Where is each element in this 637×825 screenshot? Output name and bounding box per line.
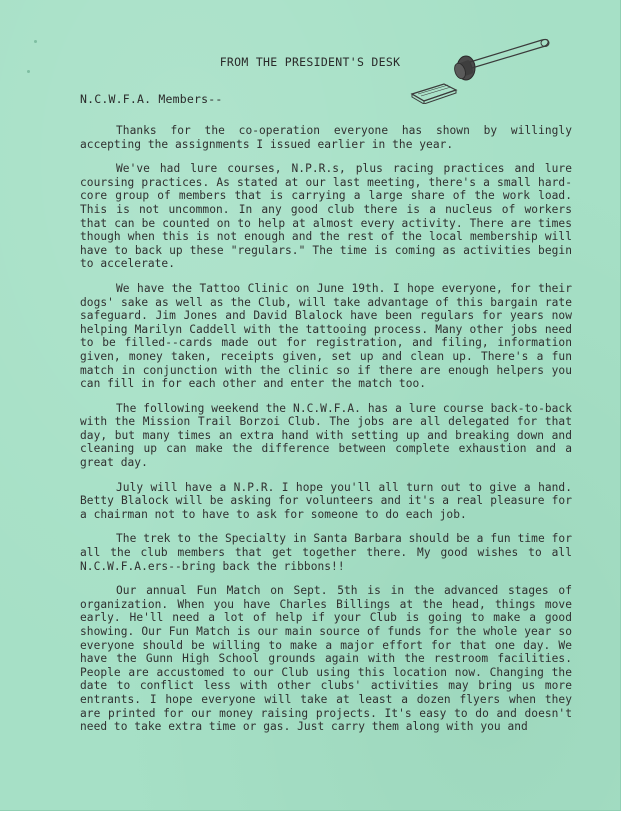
letter-body [80, 124, 572, 734]
paragraph-lure-course-weekend: The following weekend the N.C.W.F.A. has a lure course back-to-back with the Mission Trail Borzoi Club. The jobs are all delegated for that day, but many times an extra hand with setting up and breaking down and cleaning up can make the difference between complete exhaustion and a great day. [80, 401, 572, 470]
salutation: N.C.W.F.A. Members-- [80, 92, 223, 106]
paragraph-lure-courses: We've had lure courses, N.P.R.s, plus racing practices and lure coursing practices. As stated at our last meeting, there's a small hard-core group of members that is carrying a large share of the work load. This is not uncommon. In any good club there is a nucleus of workers that can be counted on to help at almost every activity. There are times though when this is not enough and the rest of the local membership will have to back up these "regulars." The time is coming as activities begin to accelerate. [80, 162, 572, 271]
paragraph-cooperation: Thanks for the co-operation everyone has shown by willingly accepting the assignments I issued earlier in the year. [80, 124, 572, 151]
paragraph-july-npr: July will have a N.P.R. I hope you'll all turn out to give a hand. Betty Blalock will be asking for volunteers and it's a real pleasure for a chairman not to have to ask for someone to do each job. [80, 480, 572, 521]
page-title: FROM THE PRESIDENT'S DESK [219, 55, 401, 69]
paragraph-specialty: The trek to the Specialty in Santa Barbara should be a fun time for all the club members that get together there. My good wishes to all N.C.W.F.A.ers--bring back the ribbons!! [80, 532, 572, 573]
gavel-icon [404, 34, 554, 104]
paragraph-tattoo-clinic: We have the Tattoo Clinic on June 19th. I hope everyone, for their dogs' sake as well as the Club, will take advantage of this bargain rate safeguard. Jim Jones and David Blalock have been regulars for years now helping Marilyn Caddell with the tattooing process. Many other jobs need to be filled--cards made out for registration, and filing, information given, money taken, receipts given, set up and clean up. There's a fun match in conjunction with the clinic so if there are enough helpers you can fill in for each other and enter the match too. [80, 281, 572, 391]
paragraph-fun-match: Our annual Fun Match on Sept. 5th is in the advanced stages of organization. When you have Charles Billings at the head, things move early. He'll need a lot of help if your Club is going to make a good showing. Our Fun Match is our main source of funds for the whole year so everyone should be willing to make a major effort for that one day. We have the Gunn High School grounds again with the restroom facilities. People are accustomed to our Club using this location now. Changing the date to conflict less with other clubs' activities may bring us more entrants. I hope everyone will take at least a dozen flyers when they are printed for our money raising projects. It's easy to do and doesn't need to take extra time or gas. Just carry them along with you and [80, 584, 572, 734]
paper-speck [34, 40, 37, 43]
paper-speck [27, 70, 30, 73]
